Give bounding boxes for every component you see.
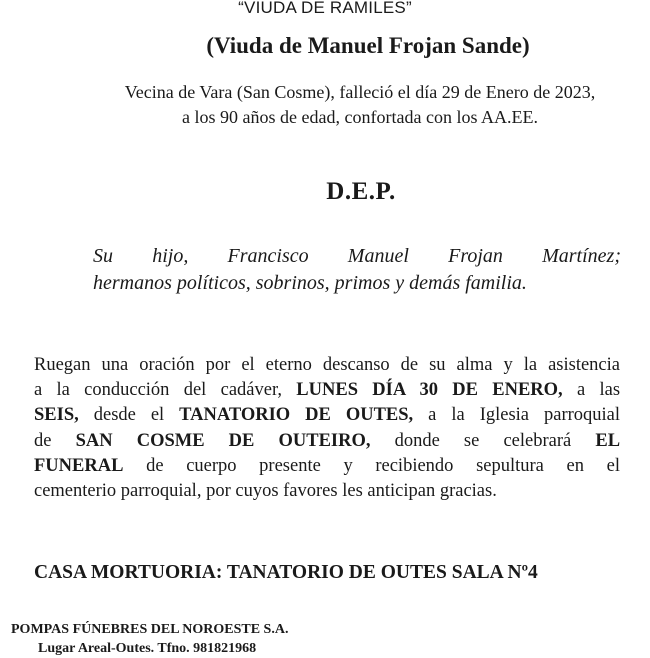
prayer-text: cementerio parroquial, por cuyos favores les anticipan gracias. xyxy=(34,481,497,502)
residence-line-2: a los 90 años de edad, confortada con los AA.EE. xyxy=(182,107,538,127)
funeral-date: LUNES DÍA 30 DE ENERO, xyxy=(296,380,563,401)
funeral-word-el: EL xyxy=(595,430,621,451)
prayer-line-3 xyxy=(34,403,620,428)
funeral-origin: TANATORIO DE OUTES, xyxy=(179,405,414,426)
agency-address: Lugar Areal-Outes. Tfno. 981821968 xyxy=(38,641,257,656)
prayer-text: de cuerpo presente y recibiendo sepultura en el xyxy=(146,455,620,476)
prayer-line-6 xyxy=(34,479,620,504)
prayer-text: de xyxy=(34,430,52,451)
prayer-line-4 xyxy=(34,429,620,454)
agency-name: POMPAS FÚNEBRES DEL NOROESTE S.A. xyxy=(11,622,289,637)
prayer-line-2 xyxy=(34,378,620,403)
residence-line-1: Vecina de Vara (San Cosme), falleció el día 29 de Enero de 2023, xyxy=(124,82,596,102)
prayer-text: donde se celebrará xyxy=(394,430,572,451)
deceased-nickname: “VIUDA DE RAMILES” xyxy=(238,0,412,17)
funeral-church: SAN COSME DE OUTEIRO, xyxy=(75,430,371,451)
prayer-text: desde el xyxy=(93,405,165,426)
prayer-line-5 xyxy=(34,454,620,479)
prayer-text: a las xyxy=(576,380,621,401)
mortuary-house-line: CASA MORTUORIA: TANATORIO DE OUTES SALA Nº4 xyxy=(34,562,538,583)
dep-heading: D.E.P. xyxy=(326,178,396,205)
family-line-2: hermanos políticos, sobrinos, primos y demás familia. xyxy=(93,272,527,294)
widow-of-line: (Viuda de Manuel Frojan Sande) xyxy=(206,33,530,58)
funeral-word: FUNERAL xyxy=(34,455,124,476)
prayer-line-1 xyxy=(34,353,620,378)
prayer-text: a la Iglesia parroquial xyxy=(428,405,621,426)
residence-paragraph xyxy=(0,80,650,130)
prayer-text: a la conducción del cadáver, xyxy=(34,380,282,401)
family-paragraph xyxy=(93,243,621,297)
prayer-text: Ruegan una oración por el eterno descanso de su alma y la asistencia xyxy=(34,355,620,375)
funeral-time: SEIS, xyxy=(34,405,79,426)
funeral-agency xyxy=(11,620,288,658)
prayer-paragraph xyxy=(34,353,620,504)
family-line-1: Su hijo, Francisco Manuel Frojan Martínez; xyxy=(93,245,621,267)
